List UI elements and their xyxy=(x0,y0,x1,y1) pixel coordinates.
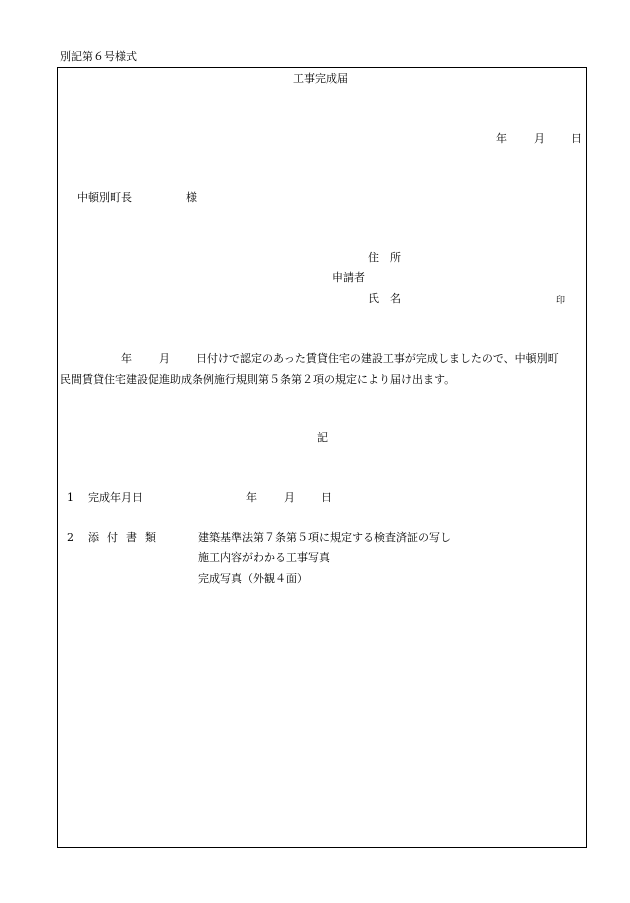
item2-label xyxy=(88,531,164,545)
body-line2: 民間賃貸住宅建設促進助成条例施行規則第５条第２項の規定により届け出ます。 xyxy=(60,373,456,386)
item1-year: 年 xyxy=(246,491,257,504)
attachment-3: 完成写真（外観４面） xyxy=(198,572,308,585)
form-number: 別記第６号様式 xyxy=(60,50,137,63)
seal-mark: 印 xyxy=(556,296,566,306)
form-frame xyxy=(57,67,587,848)
attachment-1: 建築基準法第７条第５項に規定する検査済証の写し xyxy=(198,531,451,544)
body-month: 月 xyxy=(159,352,170,365)
item1-label: 完成年月日 xyxy=(88,491,143,504)
item1-month: 月 xyxy=(284,491,295,504)
body-line1: 日付けで認定のあった賃貸住宅の建設工事が完成しましたので、中頓別町 xyxy=(196,352,559,365)
date-month-label: 月 xyxy=(534,132,545,145)
date-year-label: 年 xyxy=(496,132,507,145)
item1-number: 1 xyxy=(67,491,74,504)
body-year: 年 xyxy=(121,352,132,365)
addressee-honorific: 様 xyxy=(186,191,197,204)
date-day-label: 日 xyxy=(571,132,582,145)
address-label: 住 所 xyxy=(368,251,401,264)
item1-day: 日 xyxy=(321,491,332,504)
ki-heading: 記 xyxy=(317,431,328,444)
attachment-2: 施工内容がわかる工事写真 xyxy=(198,551,330,564)
addressee-name: 中頓別町長 xyxy=(77,191,132,204)
form-title: 工事完成届 xyxy=(293,72,348,85)
item2-label-text: 添付書類 xyxy=(88,531,164,544)
item2-number: 2 xyxy=(67,531,74,544)
name-label: 氏 名 xyxy=(368,292,401,305)
applicant-label: 申請者 xyxy=(332,271,365,284)
